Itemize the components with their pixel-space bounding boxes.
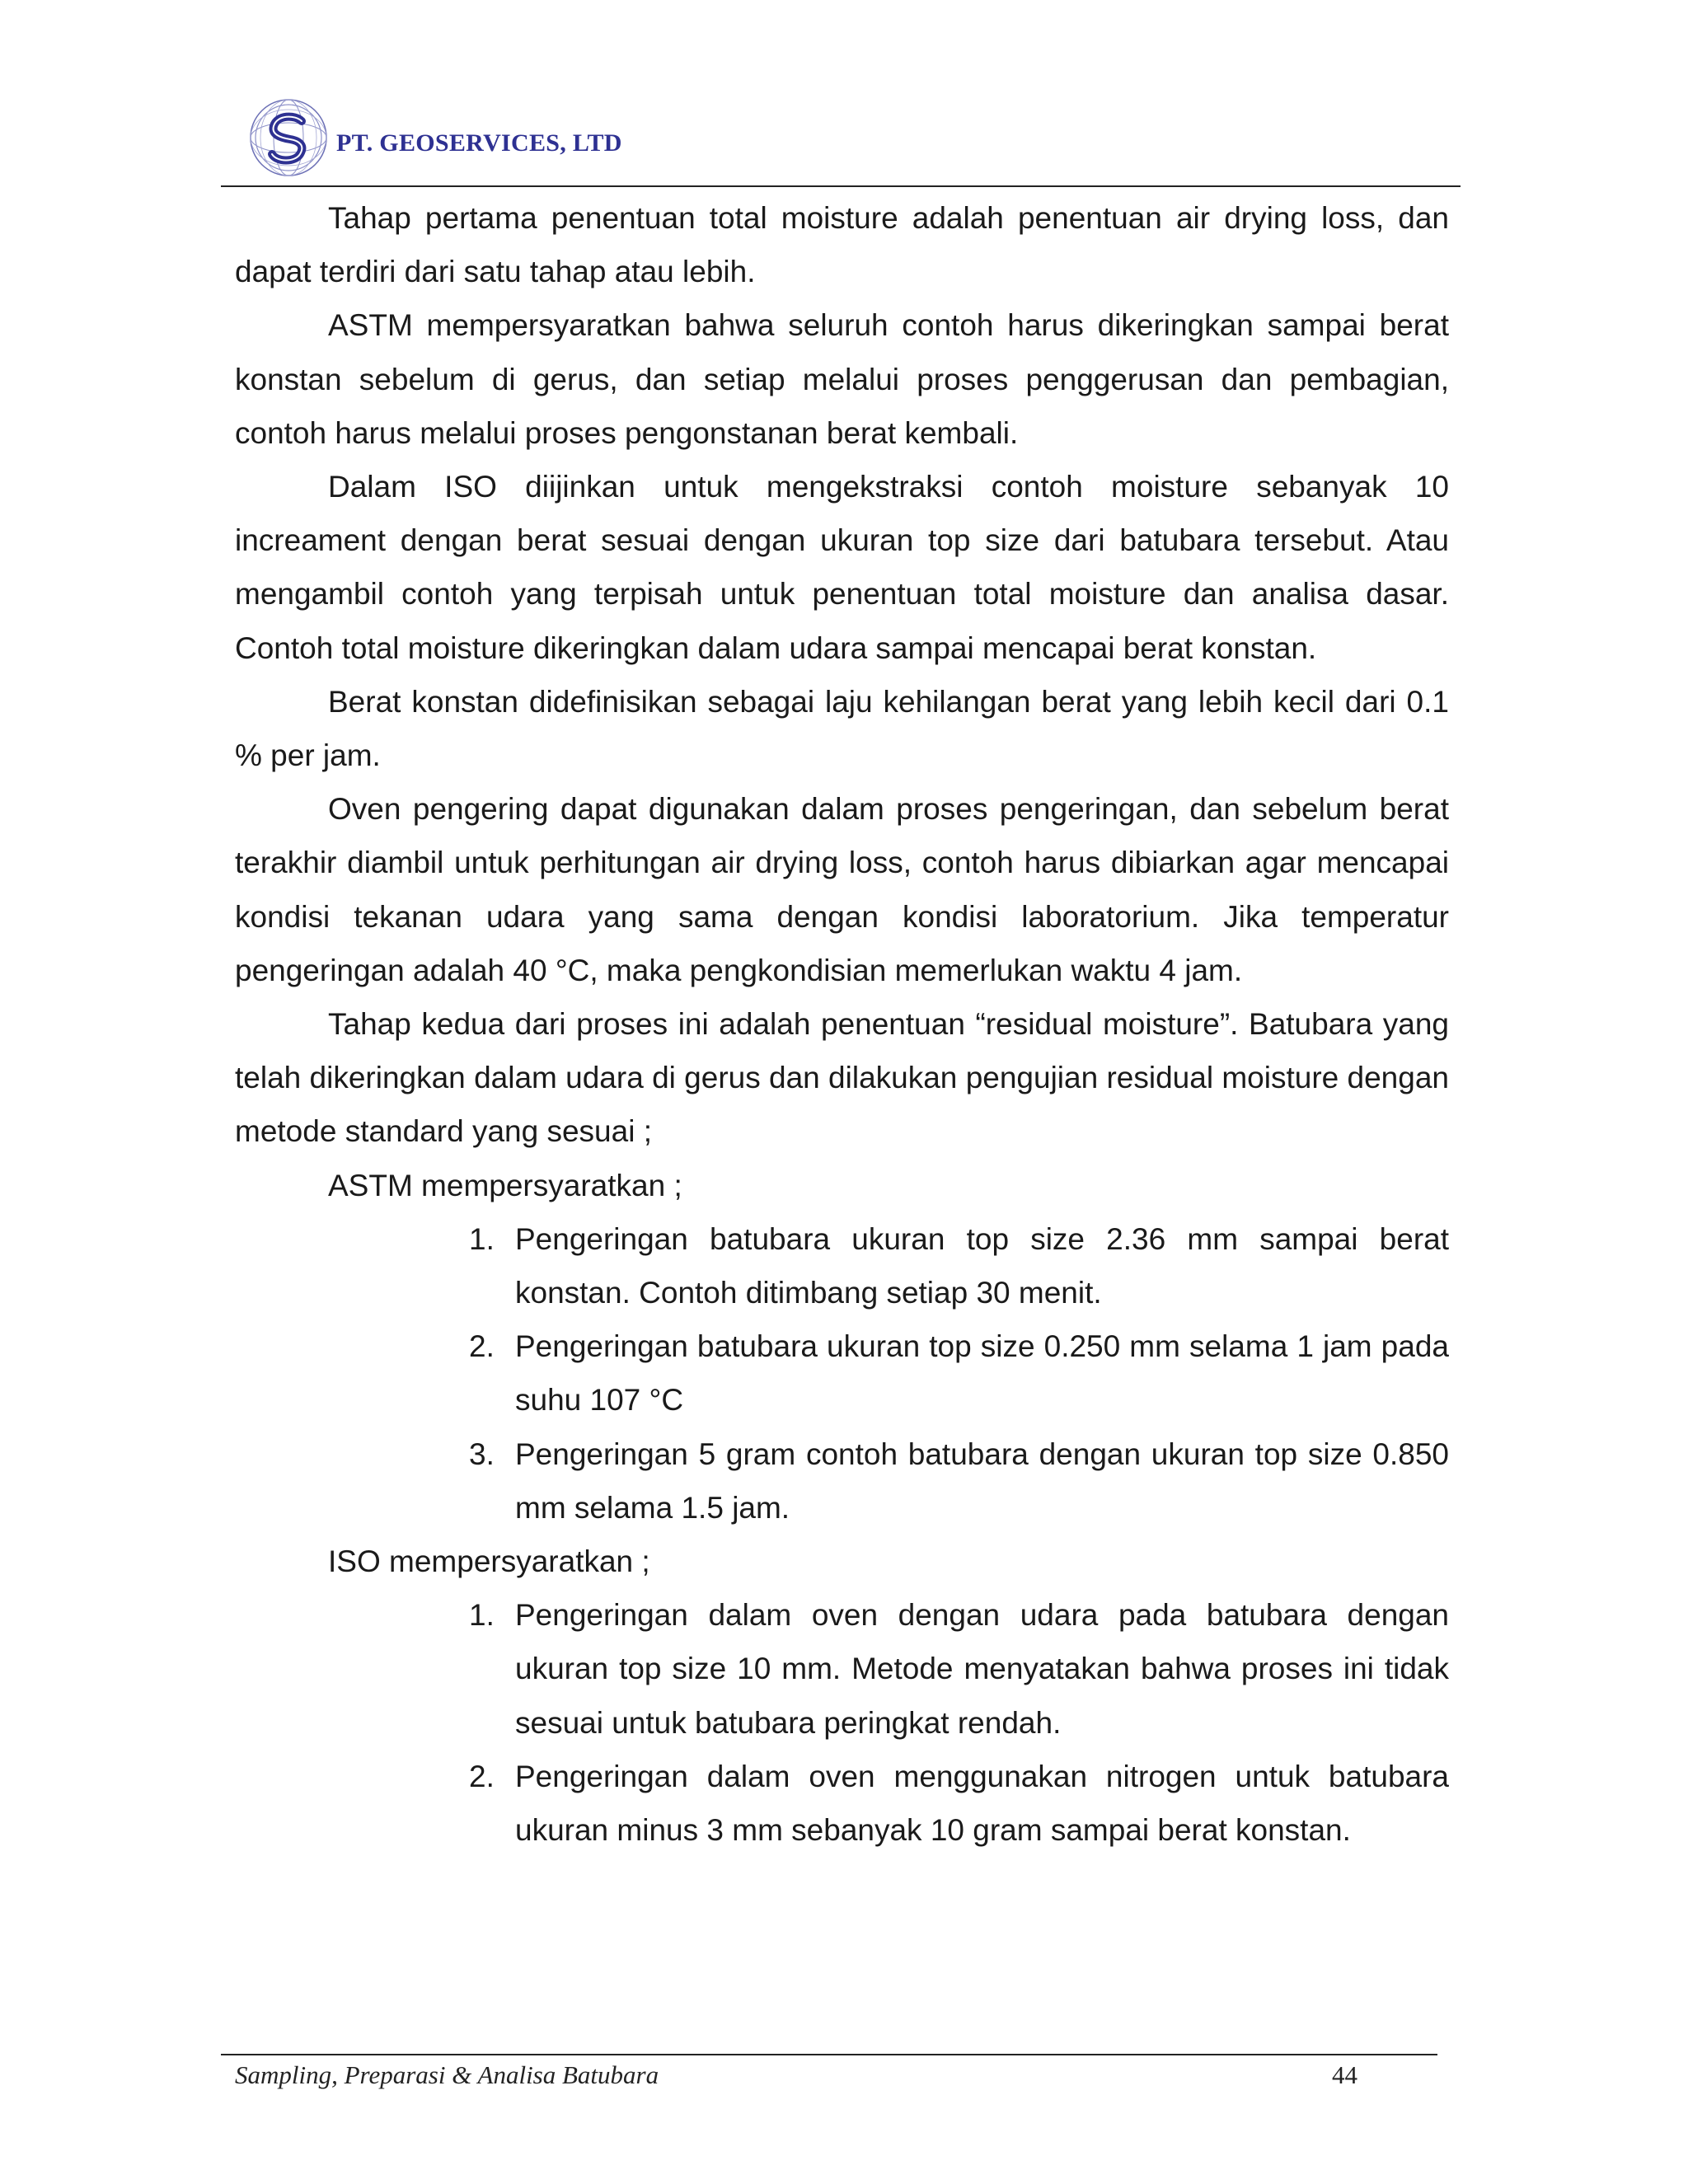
footer-title: Sampling, Preparasi & Analisa Batubara — [235, 2060, 659, 2089]
list-item-text: Pengeringan dalam oven dengan udara pada batubara dengan ukuran top size 10 mm. Metode menyatakan bahwa proses ini tidak sesuai untuk batubara peringkat rendah. — [515, 1598, 1449, 1740]
paragraph-air-drying-loss: Tahap pertama penentuan total moisture adalah penentuan air drying loss, dan dapat terdiri dari satu tahap atau lebih. — [235, 201, 1449, 289]
list-item — [469, 1427, 1449, 1535]
list-item — [469, 1319, 1449, 1427]
page-body — [235, 191, 1449, 1857]
list-item-number: 3. — [469, 1436, 495, 1471]
page-footer — [235, 2060, 1357, 2090]
list-item — [469, 1588, 1449, 1750]
paragraph-astm-requirement: ASTM mempersyaratkan bahwa seluruh contoh harus dikeringkan sampai berat konstan sebelum di gerus, dan setiap melalui proses penggerusan dan pembagian, contoh harus melalui proses pengonstanan berat kembali. — [235, 308, 1449, 450]
page-header — [247, 92, 622, 183]
list-item-text: Pengeringan batubara ukuran top size 2.36 mm sampai berat konstan. Contoh ditimbang setiap 30 menit. — [515, 1221, 1449, 1310]
list-item-text: Pengeringan batubara ukuran top size 0.250 mm selama 1 jam pada suhu 107 °C — [515, 1329, 1449, 1418]
iso-list — [235, 1588, 1449, 1857]
paragraph-iso-extraction: Dalam ISO diijinkan untuk mengekstraksi contoh moisture sebanyak 10 increament dengan berat sesuai dengan ukuran top size dari batubara tersebut. Atau mengambil contoh yang terpisah untuk penentuan total moisture dan analisa dasar. Contoh total moisture dikeringkan dalam udara sampai mencapai berat konstan. — [235, 470, 1449, 665]
list-item-number: 1. — [469, 1221, 495, 1256]
paragraph-constant-weight: Berat konstan didefinisikan sebagai laju kehilangan berat yang lebih kecil dari 0.1 % per jam. — [235, 684, 1449, 773]
iso-heading: ISO mempersyaratkan ; — [328, 1544, 650, 1579]
list-item-number: 1. — [469, 1598, 495, 1633]
paragraph-residual-moisture: Tahap kedua dari proses ini adalah penentuan “residual moisture”. Batubara yang telah dikeringkan dalam udara di gerus dan dilakukan pengujian residual moisture dengan metode standard yang sesuai ; — [235, 1007, 1449, 1149]
astm-list — [235, 1212, 1449, 1535]
list-item — [469, 1750, 1449, 1857]
paragraph-drying-oven: Oven pengering dapat digunakan dalam proses pengeringan, dan sebelum berat terakhir diambil untuk perhitungan air drying loss, contoh harus dibiarkan agar mencapai kondisi tekanan udara yang sama dengan kondisi laboratorium. Jika temperatur pengeringan adalah 40 °C, maka pengkondisian memerlukan waktu 4 jam. — [235, 792, 1449, 987]
footer-divider — [221, 2054, 1437, 2055]
astm-heading: ASTM mempersyaratkan ; — [328, 1168, 682, 1202]
list-item-text: Pengeringan 5 gram contoh batubara dengan ukuran top size 0.850 mm selama 1.5 jam. — [515, 1436, 1449, 1525]
list-item — [469, 1212, 1449, 1319]
company-name: PT. GEOSERVICES, LTD — [336, 129, 622, 157]
list-item-text: Pengeringan dalam oven menggunakan nitrogen untuk batubara ukuran minus 3 mm sebanyak 10 gram sampai berat konstan. — [515, 1759, 1449, 1848]
geoservices-logo-icon — [247, 96, 330, 179]
list-item-number: 2. — [469, 1329, 495, 1364]
list-item-number: 2. — [469, 1759, 495, 1793]
page-number: 44 — [1332, 2060, 1357, 2089]
header-divider — [221, 185, 1461, 187]
